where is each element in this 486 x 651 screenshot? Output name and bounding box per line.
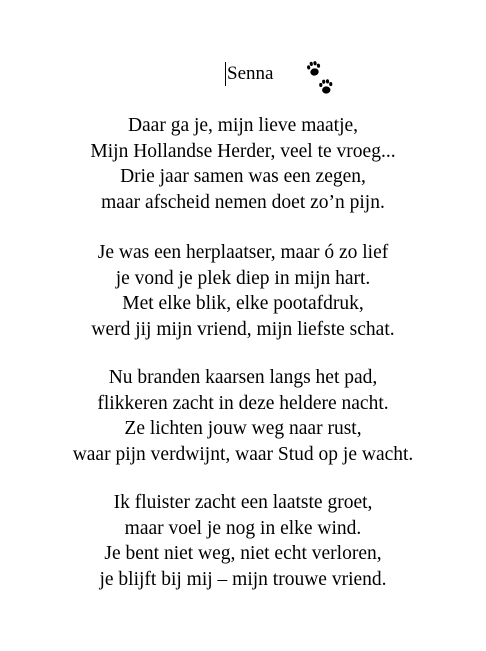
poem-line: werd jij mijn vriend, mijn liefste schat. [91,318,395,340]
poem-line: flikkeren zacht in deze heldere nacht. [97,392,389,414]
poem-line: Daar ga je, mijn lieve maatje, [127,115,359,136]
poem-line: Mijn Hollandse Herder, veel te vroeg... [90,140,396,162]
poem-line: Je was een herplaatser, maar ó zo lief [97,242,389,263]
stanza-4 [0,490,486,592]
poem-line: Ze lichten jouw weg naar rust, [124,418,362,439]
title-row [0,60,486,100]
poem-line: je blijft bij mij – mijn trouwe vriend. [99,568,387,590]
stanza-2 [0,240,486,342]
poem-line: maar voel je nog in elke wind. [124,517,362,539]
paw-prints-icon [302,60,342,100]
stanza-3 [0,365,486,467]
paw-print-bottom-icon [319,79,333,94]
poem-line: Ik fluister zacht een laatste groet, [113,492,373,513]
poem-line: Je bent niet weg, niet echt verloren, [104,543,382,564]
paw-print-top-icon [306,60,321,76]
poem-title: Senna [227,63,274,84]
poem-line: maar afscheid nemen doet zo’n pijn. [101,191,385,213]
poem-line: je vond je plek diep in mijn hart. [115,267,371,289]
poem-line: Met elke blik, elke pootafdruk, [122,293,364,314]
poem-line: Nu branden kaarsen langs het pad, [108,367,378,388]
stanza-1 [0,113,486,215]
poem-line: Drie jaar samen was een zegen, [120,166,366,187]
poem-line: waar pijn verdwijnt, waar Stud op je wacht. [72,443,414,465]
